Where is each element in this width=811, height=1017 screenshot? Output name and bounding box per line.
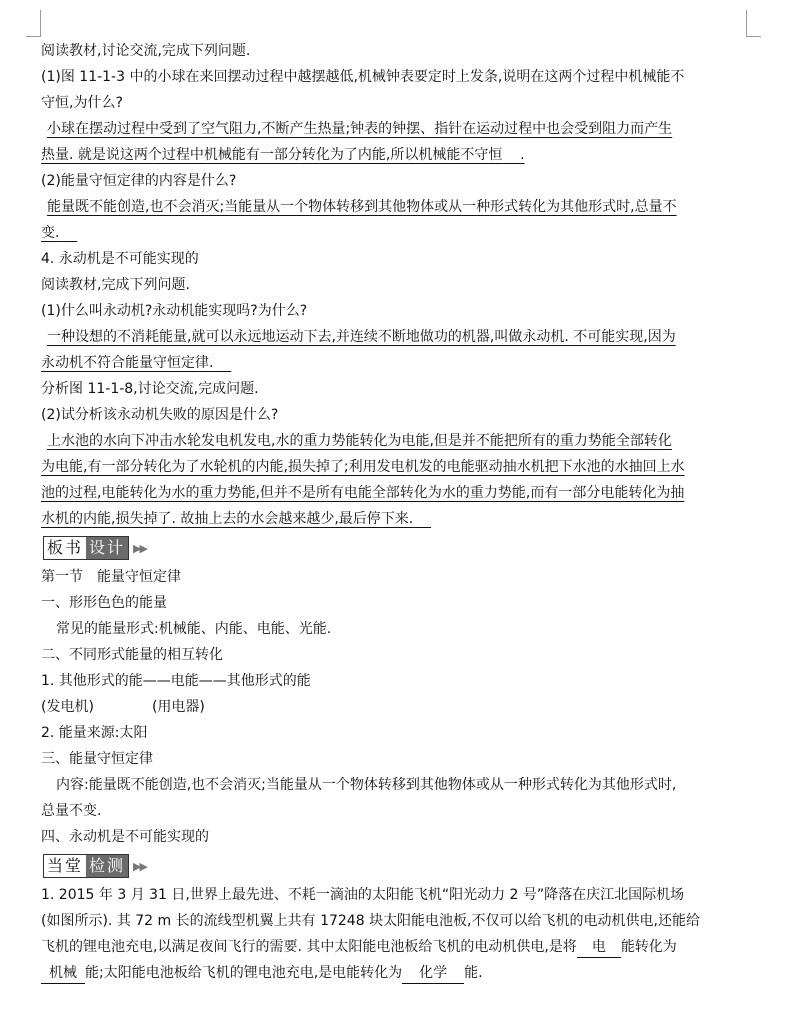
answer-3-line-2 [41, 350, 751, 376]
board-line-heading-2: 二、不同形式能量的相互转化 [41, 647, 223, 663]
answer-4-line-3: 池的过程,电能转化为水的重力势能,但并不是所有电能全部转化为水的重力势能,而有一部分电能转化为抽 [41, 485, 685, 501]
answer-1-line-2: 热量. 就是说这两个过程中机械能有一部分转化为了内能,所以机械能不守恒 . [41, 147, 525, 163]
board-line-heading-3: 三、能量守恒定律 [41, 751, 153, 767]
board-line-devices [41, 694, 751, 720]
answer-3 [41, 324, 751, 376]
answer-2-line-2 [41, 220, 751, 246]
blank-3: 化学 [402, 963, 464, 984]
class-test-banner [43, 852, 751, 880]
exercise-1-line-4 [41, 960, 751, 986]
board-line-title: 第一节 能量守恒定律 [41, 569, 181, 585]
answer-2-line-1: 能量既不能创造,也不会消灭;当能量从一个物体转移到其他物体或从一种形式转化为其他形式时,总量不 [47, 199, 677, 215]
question-1-text: (1)图 11-1-3 中的小球在来回摆动过程中越摆越低,机械钟表要定时上发条,说明在这两个过程中机械能不 [41, 69, 685, 85]
board-design-tag [43, 536, 129, 560]
answer-2 [41, 194, 751, 246]
appliance-label: (用电器) [151, 699, 205, 715]
board-line-heading-4: 四、永动机是不可能实现的 [41, 829, 209, 845]
answer-1-line-1: 小球在摆动过程中受到了空气阻力,不断产生热量;钟表的钟摆、指针在运动过程中也会受到阻力而产生 [47, 121, 673, 137]
exercise-1-line-3-text: 飞机的锂电池充电,以满足夜间飞行的需要. 其中太阳能电池板给飞机的电动机供电,是将 [41, 939, 577, 955]
page-corner-mark-right [746, 10, 761, 37]
generator-label: (发电机) [41, 699, 94, 715]
exercise-1-line-3-tail: 能转化为 [620, 939, 677, 955]
double-arrow-icon: ▶▶ [133, 541, 146, 555]
exercise-1-line-3 [41, 934, 751, 960]
instruction-text-3: 分析图 11-1-8,讨论交流,完成问题. [41, 381, 259, 397]
exercise-1-line-4-text: 能;太阳能电池板给飞机的锂电池充电,是电能转化为 [85, 965, 403, 981]
answer-1-line-2-text: 热量. 就是说这两个过程中机械能有一部分转化为了内能,所以机械能不守恒 [41, 147, 503, 163]
question-4-text: (2)试分析该永动机失败的原因是什么? [41, 407, 279, 423]
class-test-tag-dark: 检测 [86, 855, 128, 877]
board-design-tag-dark: 设计 [86, 537, 128, 559]
class-test-tag-white: 当堂 [44, 855, 86, 877]
answer-4-line-2: 为电能,有一部分转化为了水轮机的内能,损失掉了;利用发电机发的电能驱动抽水机把下水池的水抽回上水 [41, 459, 685, 475]
answer-3-line-1: 一种设想的不消耗能量,就可以永远地运动下去,并连续不断地做功的机器,叫做永动机. 不可能实现,因为 [47, 329, 676, 345]
answer-3-line-2-text: 永动机不符合能量守恒定律. [41, 355, 214, 371]
answer-4 [41, 428, 751, 532]
board-design-tag-white: 板书 [44, 537, 86, 559]
exercise-1-line-1: 1. 2015 年 3 月 31 日,世界上最先进、不耗一滴油的太阳能飞机“阳光动力 2 号”降落在庆江北国际机场 [41, 887, 685, 903]
board-line-content: 内容:能量既不能创造,也不会消灭;当能量从一个物体转移到其他物体或从一种形式转化为其他形式时, [56, 777, 677, 793]
blank-1: 电 [577, 937, 621, 958]
double-arrow-icon: ▶▶ [133, 859, 146, 873]
board-design-banner [43, 534, 751, 562]
exercise-1-line-2: (如图所示). 其 72 m 长的流线型机翼上共有 17248 块太阳能电池板,不仅可以给飞机的电动机供电,还能给 [41, 913, 700, 929]
question-2-text: (2)能量守恒定律的内容是什么? [41, 173, 237, 189]
board-line-conversion: 1. 其他形式的能——电能——其他形式的能 [41, 673, 311, 689]
exercise-1-line-4-tail: 能. [464, 965, 483, 981]
answer-4-line-4 [41, 506, 751, 532]
question-3-text: (1)什么叫永动机?永动机能实现吗?为什么? [41, 303, 308, 319]
answer-4-line-4-text: 水机的内能,损失掉了. 故抽上去的水会越来越少,最后停下来. [41, 511, 414, 527]
blank-2: 机械 [41, 963, 85, 984]
answer-2-line-2-text: 变. [41, 225, 60, 241]
instruction-text-2: 阅读教材,完成下列问题. [41, 277, 190, 293]
answer-4-line-1: 上水池的水向下冲击水轮发电机发电,水的重力势能转化为电能,但是并不能把所有的重力势能全部转化 [47, 433, 672, 449]
class-test-tag [43, 854, 129, 878]
instruction-text: 阅读教材,讨论交流,完成下列问题. [41, 43, 251, 59]
document-page [41, 38, 751, 986]
section-4-heading: 4. 永动机是不可能实现的 [41, 251, 199, 267]
board-line-heading-1: 一、形形色色的能量 [41, 595, 167, 611]
question-1-text-cont: 守恒,为什么? [41, 95, 123, 111]
page-corner-mark-left [26, 10, 41, 37]
board-line-content-cont: 总量不变. [41, 803, 102, 819]
board-line-energy-forms: 常见的能量形式:机械能、内能、电能、光能. [56, 621, 332, 637]
board-line-source: 2. 能量来源:太阳 [41, 725, 148, 741]
answer-1 [41, 116, 751, 168]
